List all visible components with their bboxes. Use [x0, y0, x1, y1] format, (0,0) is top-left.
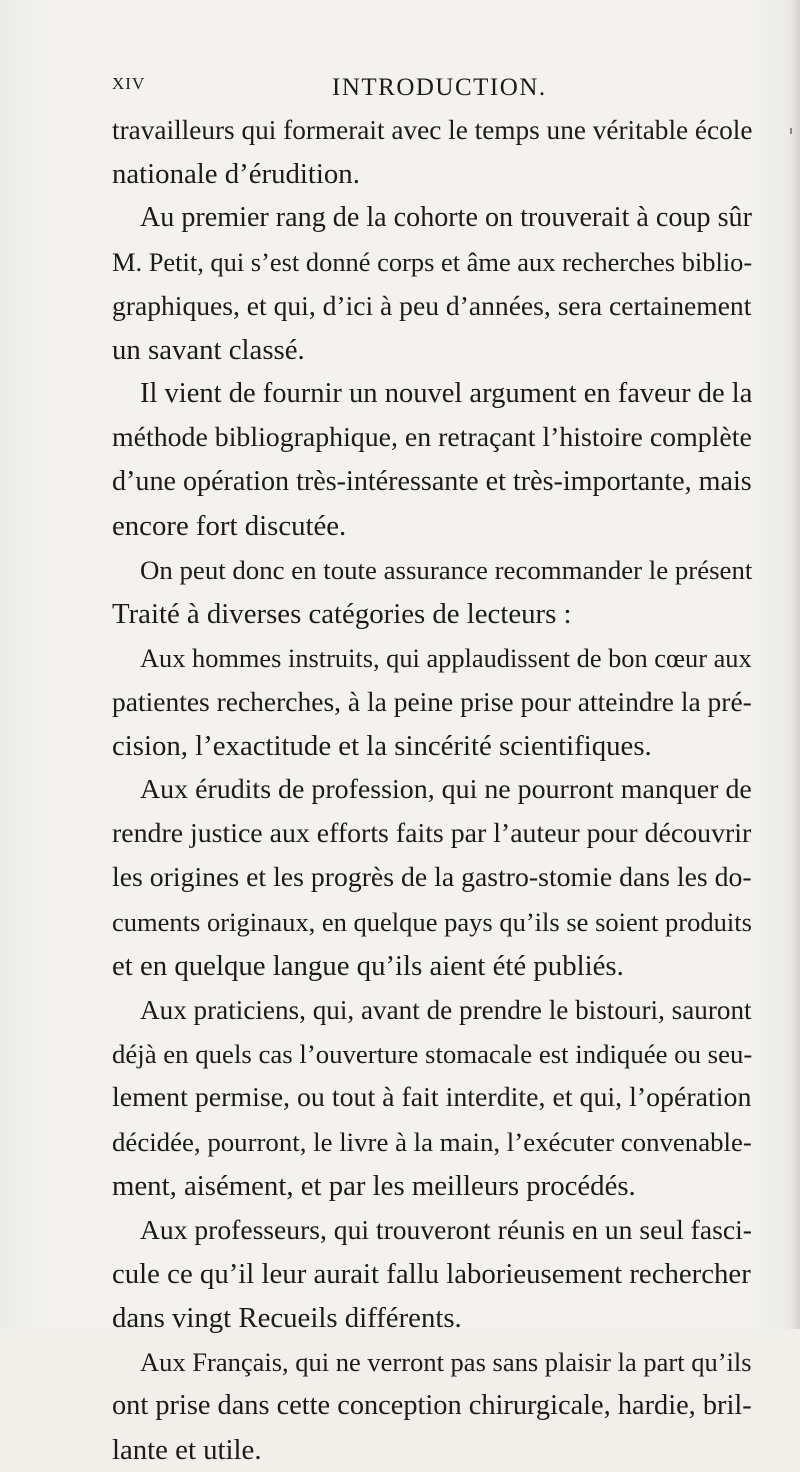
text-line: et en quelque langue qu’ils aient été publiés. — [112, 950, 624, 982]
text-line: rendre justice aux efforts faits par l’auteur pour découvrir — [112, 818, 752, 849]
text-line: cule ce qu’il leur aurait fallu laborieusement rechercher — [112, 1258, 751, 1290]
text-line: encore fort discutée. — [112, 510, 347, 542]
page-header — [112, 74, 712, 108]
text-line: Traité à diverses catégories de lecteurs : — [112, 598, 572, 630]
text-line: Aux Français, qui ne verront pas sans plaisir la part qu’ils — [140, 1347, 752, 1377]
text-line: cuments originaux, en quelque pays qu’ils se soient produits — [112, 907, 752, 937]
running-head: INTRODUCTION. — [332, 74, 547, 101]
text-line: Aux professeurs, qui trouveront réunis en un seul fasci- — [140, 1214, 752, 1245]
text-line: d’une opération très-intéressante et très-importante, mais — [112, 466, 752, 497]
text-line: Aux érudits de profession, qui ne pourront manquer de — [140, 774, 752, 805]
text-line: Il vient de fournir un nouvel argument en faveur de la — [140, 378, 753, 409]
text-line: ment, aisément, et par les meilleurs procédés. — [112, 1170, 636, 1202]
text-line: décidée, pourront, le livre à la main, l’exécuter convenable- — [112, 1127, 752, 1157]
body-text — [112, 108, 752, 1472]
margin-mark — [790, 128, 792, 134]
text-line: Aux hommes instruits, qui applaudissent de bon cœur aux — [140, 643, 752, 673]
text-line: travailleurs qui formerait avec le temps une véritable école — [112, 115, 753, 145]
text-line: Aux praticiens, qui, avant de prendre le bistouri, sauront — [140, 995, 752, 1025]
text-line: un savant classé. — [112, 334, 305, 366]
text-line: On peut donc en toute assurance recommander le présent — [140, 555, 753, 585]
text-line: nationale d’érudition. — [112, 158, 360, 190]
text-line: méthode bibliographique, en retraçant l’histoire complète — [112, 422, 752, 453]
text-line: patientes recherches, à la peine prise pour atteindre la pré- — [112, 686, 752, 717]
text-line: ont prise dans cette conception chirurgicale, hardie, bril- — [112, 1390, 752, 1421]
text-line: lement permise, ou tout à fait interdite, et qui, l’opération — [112, 1082, 752, 1113]
page-edge-shadow — [790, 0, 800, 1329]
text-line: cision, l’exactitude et la sincérité scientifiques. — [112, 730, 652, 762]
text-line: déjà en quels cas l’ouverture stomacale est indiquée ou seu- — [112, 1039, 753, 1069]
text-line: les origines et les progrès de la gastro-stomie dans les do- — [112, 862, 752, 893]
page-number: XIV — [112, 74, 146, 93]
text-line: lante et utile. — [112, 1434, 262, 1466]
text-line: Au premier rang de la cohorte on trouverait à coup sûr — [140, 202, 752, 233]
text-line: dans vingt Recueils différents. — [112, 1302, 462, 1334]
text-line: M. Petit, qui s’est donné corps et âme aux recherches biblio- — [112, 247, 753, 277]
text-line: graphiques, et qui, d’ici à peu d’années, sera certainement — [112, 290, 752, 321]
